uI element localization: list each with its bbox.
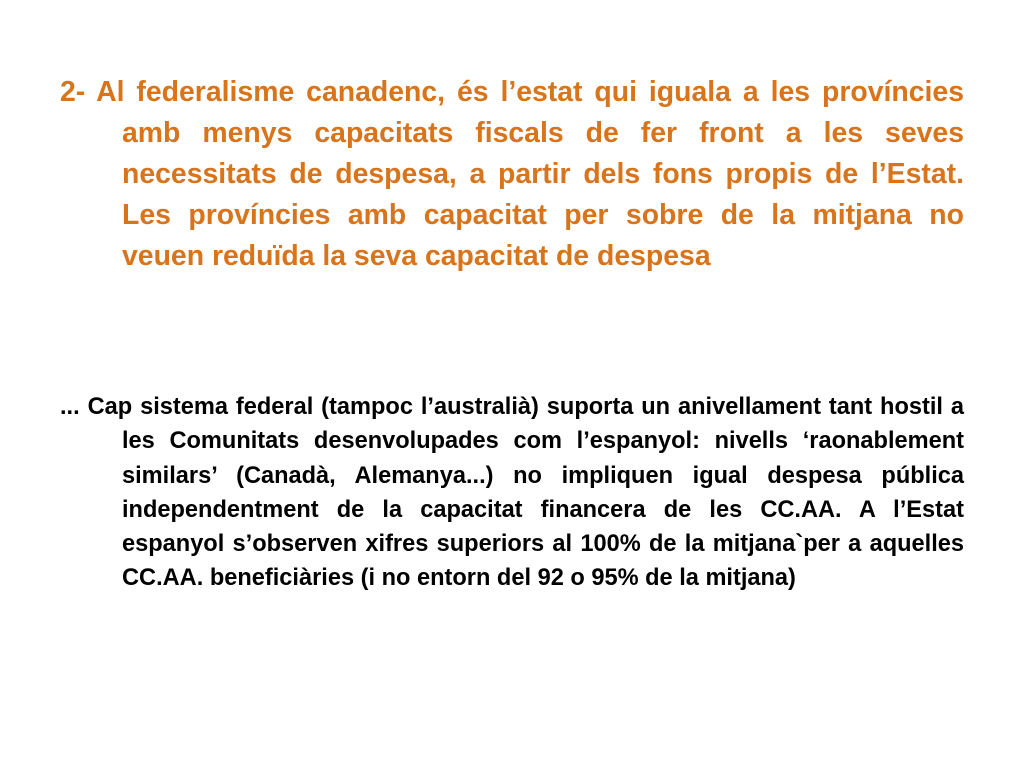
orange-paragraph: 2- Al federalisme canadenc, és l’estat qui iguala a les províncies amb menys capacitats fiscals de fer front a les seves necessitats de despesa, a partir dels fons propis de l’Estat. Les províncies amb capacitat per sobre de la mitjana no veuen reduïda la seva capacitat de despesa xyxy=(60,76,964,272)
black-paragraph: ... Cap sistema federal (tampoc l’australià) suporta un anivellament tant hostil a les Comunitats desenvolupades com l’espanyol: nivells ‘raonablement similars’ (Canadà, Alemanya...) no impliquen igual despesa pública independentment de la capacitat financera de les CC.AA. A l’Estat espanyol s’observen xifres superiors al 100% de la mitjana`per a aquelles CC.AA. beneficiàries (i no entorn del 92 o 95% de la mitjana) xyxy=(60,394,964,592)
